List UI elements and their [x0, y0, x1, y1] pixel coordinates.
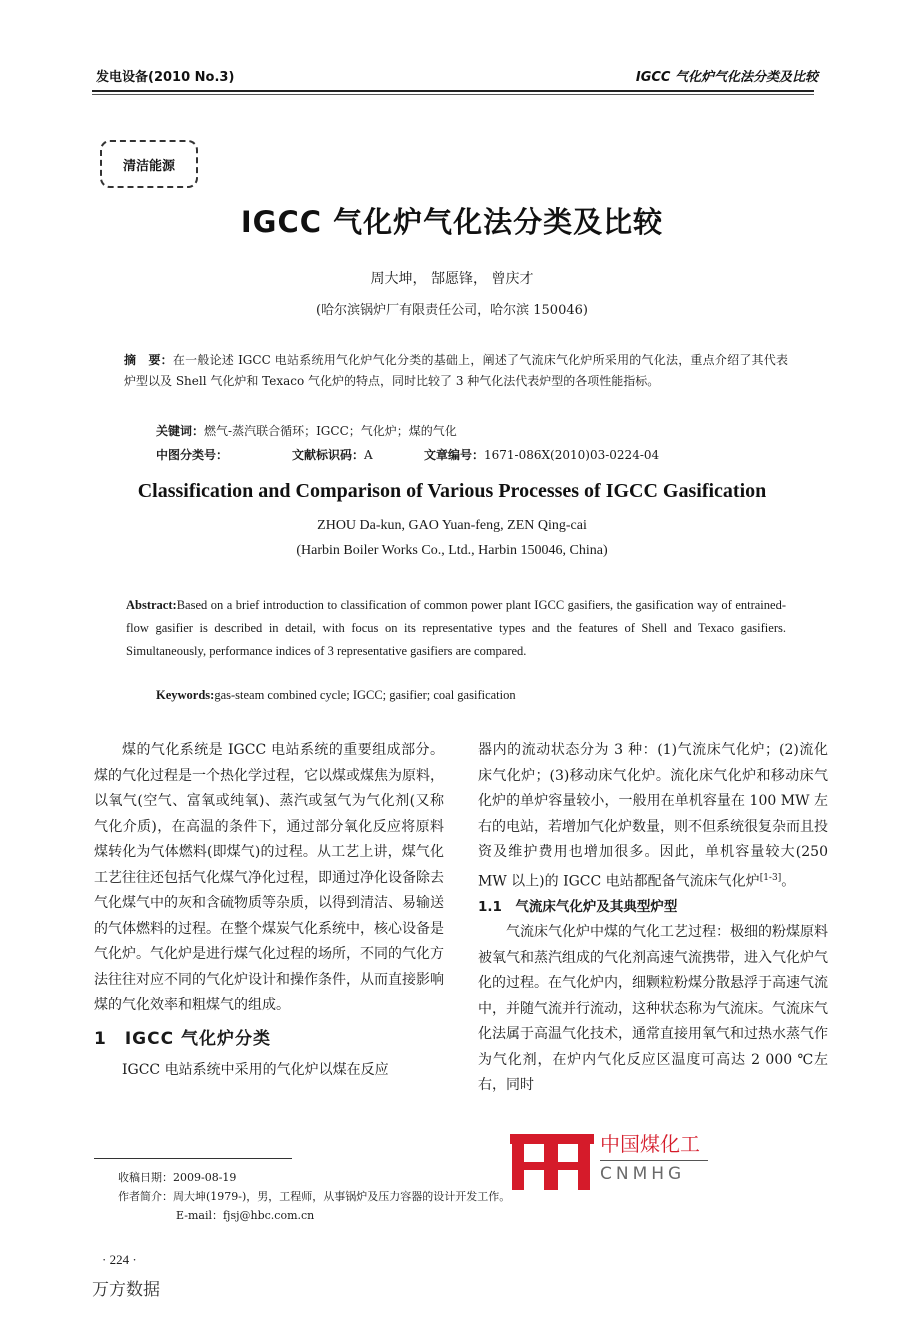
body-column-left: [94, 738, 444, 1084]
section-heading: 1 IGCC 气化炉分类: [94, 1028, 271, 1049]
watermark-divider: [600, 1160, 708, 1161]
body-paragraph: [478, 738, 828, 895]
footnotes: [118, 1168, 510, 1225]
column-tag: 清洁能源: [100, 140, 198, 188]
author-bio: 作者简介：周大坤(1979-)，男，工程师，从事锅炉及压力容器的设计开发工作。: [118, 1190, 511, 1203]
article-no-label: 文章编号：: [424, 448, 485, 462]
received-date: 收稿日期：2009-08-19: [118, 1171, 237, 1184]
body-text: 器内的流动状态分为 3 种：(1)气流床气化炉；(2)流化床气化炉；(3)移动床气化炉。流化床气化炉和移动床气化炉的单炉容量较小，一般用在单机容量在 100 MW 左右的电站，若增加气化炉数量，则不但系统很复杂而且投资及维护费用也增加很多。因此，单机容量较大(250 MW 以上)的 IGCC 电站都配备气流床气化炉: [478, 742, 828, 890]
article-no: [424, 446, 659, 463]
abstract-cn-text: 在一般论述 IGCC 电站系统用气化炉气化分类的基础上，阐述了气流床气化炉所采用的气化法，重点介绍了其代表炉型以及 Shell 气化炉和 Texaco 气化炉的特点，同时比较了 3 种气化法代表炉型的各项性能指标。: [124, 353, 788, 388]
authors-cn: 周大坤， 郜愿锋， 曾庆才: [370, 271, 534, 287]
body-paragraph: 气流床气化炉中煤的气化工艺过程：极细的粉煤原料被氧气和蒸汽组成的气化剂高速气流携带，进入气化炉气化的过程。在气化炉内，细颗粒粉煤分散悬浮于高速气流中，并随气流并行流动，这种状态称为气流床。气流床气化法属于高温气化技术，通常直接用氧气和过热水蒸气作为气化剂，在炉内气化反应区温度可高达 2 000 ℃左右，同时: [478, 924, 828, 1094]
body-paragraph: 煤的气化系统是 IGCC 电站系统的重要组成部分。煤的气化过程是一个热化学过程，它以煤或煤焦为原料，以氧气(空气、富氧或纯氧)、蒸汽或氢气为气化剂(又称气化介质)，在高温的条件下，通过部分氧化反应将原料煤转化为气体燃料(即煤气)的过程。从工艺上讲，煤气化工艺往往还包括气化煤气净化过程，即通过净化设备除去气化煤气中的灰和含硫物质等杂质，以得到清洁、易输送的气体燃料的过程。在整个煤炭气化系统中，核心设备是气化炉。气化炉是进行煤气化过程的场所，不同的气化方法往往对应不同的气化炉设计和操作条件，从而直接影响煤的气化效率和粗煤气的组成。: [94, 742, 444, 1013]
author-email: E-mail：fjsj@hbc.com.cn: [176, 1209, 315, 1222]
body-column-right: [478, 738, 828, 1099]
authors-en: ZHOU Da-kun, GAO Yuan-feng, ZEN Qing-cai: [317, 518, 587, 533]
subsection-heading: 1.1 气流床气化炉及其典型炉型: [478, 898, 678, 915]
paper-title-cn: IGCC 气化炉气化法分类及比较: [240, 205, 664, 239]
abstract-en: [126, 594, 786, 663]
doc-code: [292, 446, 373, 463]
keywords-cn-label: 关键词：: [156, 424, 205, 438]
watermark-subtext: CNMHG: [600, 1164, 686, 1184]
keywords-cn: [156, 422, 457, 439]
clc-label: 中图分类号：: [156, 448, 229, 462]
header-rule-thin: [92, 94, 814, 95]
affiliation-cn: (哈尔滨锅炉厂有限责任公司，哈尔滨 150046): [316, 303, 588, 318]
doc-code-label: 文献标识码：: [292, 448, 365, 462]
abstract-cn: [124, 350, 788, 392]
affiliation-en: (Harbin Boiler Works Co., Ltd., Harbin 150046, China): [296, 543, 608, 558]
footnote-rule: [94, 1158, 292, 1159]
keywords-en-text: gas-steam combined cycle; IGCC; gasifier; coal gasification: [214, 688, 516, 702]
journal-header: 发电设备(2010 No.3): [96, 70, 235, 85]
running-title: IGCC 气化炉气化法分类及比较: [635, 70, 818, 85]
keywords-cn-text: 燃气-蒸汽联合循环；IGCC；气化炉；煤的气化: [204, 424, 457, 438]
doc-code-value: A: [364, 448, 373, 462]
body-paragraph: IGCC 电站系统中采用的气化炉以煤在反应: [122, 1062, 389, 1078]
keywords-en: [156, 688, 516, 703]
header-rule: [92, 90, 814, 92]
abstract-cn-label: 摘 要：: [124, 353, 173, 367]
abstract-en-text: Based on a brief introduction to classification of common power plant IGCC gasifiers, the gasification way of entrained-flow gasifier is described in detail, with focus on its representative types and the features of Shell and Texaco gasifiers. Simultaneously, performance indices of 3 representative gasifiers are compared.: [126, 598, 786, 658]
body-text-end: 。: [781, 873, 796, 890]
citation-ref: [1-3]: [759, 872, 782, 883]
paper-title-en: Classification and Comparison of Various Processes of IGCC Gasification: [137, 480, 767, 502]
article-no-value: 1671-086X(2010)03-0224-04: [484, 448, 660, 462]
page-number: · 224 ·: [102, 1252, 137, 1267]
abstract-en-label: Abstract:: [126, 598, 177, 612]
watermark-text: 中国煤化工: [600, 1132, 700, 1156]
watermark-logo-icon: [506, 1126, 598, 1192]
source-label: 万方数据: [92, 1280, 160, 1300]
watermark-logo: [506, 1126, 716, 1192]
keywords-en-label: Keywords:: [156, 688, 215, 702]
